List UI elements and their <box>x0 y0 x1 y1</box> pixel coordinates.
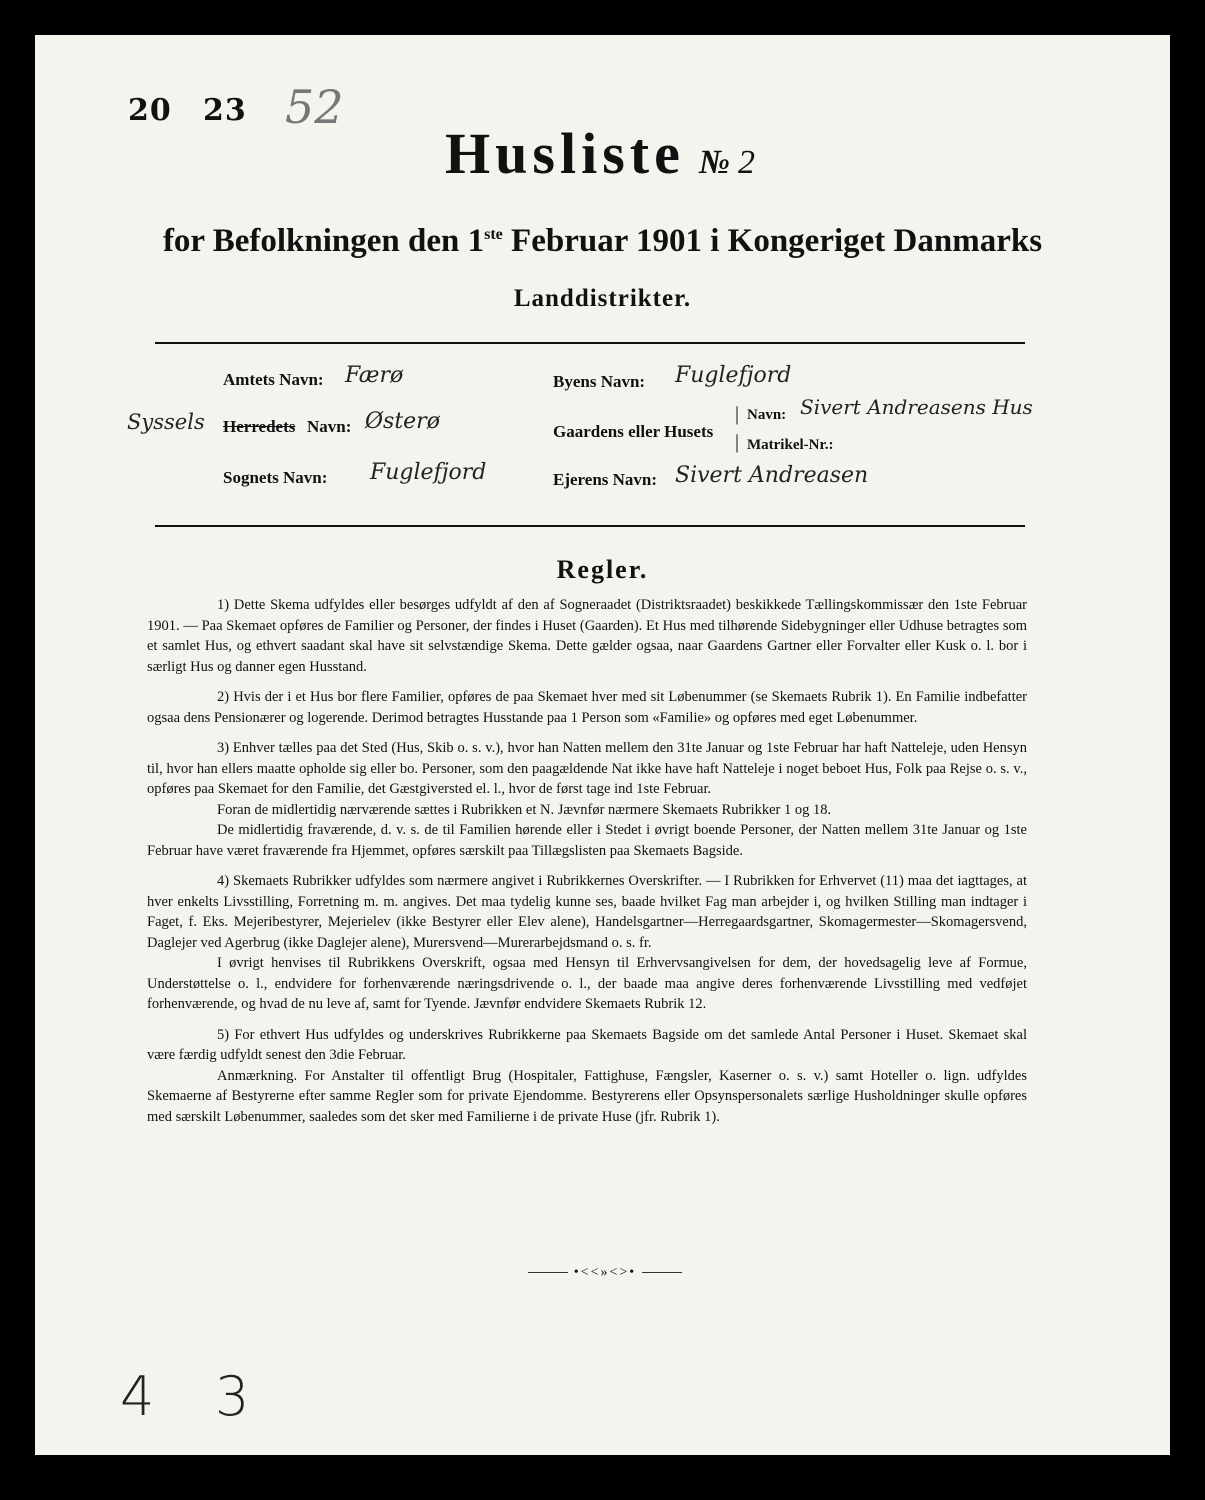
handwritten-page-number: 52 <box>285 80 344 134</box>
district-heading: Landdistrikter. <box>513 285 692 312</box>
gaard-label: Gaardens eller Husets <box>553 422 714 441</box>
ejer-label: Ejerens Navn: <box>553 470 658 489</box>
ejer-value: Sivert Andreasen <box>675 463 869 488</box>
rule-anmaerkning: Anmærkning. For Anstalter til offentligt Brug (Hospitaler, Fattighuse, Fængsler, Kaserner o. s. v.) samt Hoteller o. lign. udfyldes Skemaerne af Bestyrerne efter samme Regler som for private Ejendomme. Bestyrerens eller Opsynspersonalets særlige Husholdninger skulle opføres med særskilt Løbenummer, saaledes som det sker med Familierne i de private Huse (jfr. Rubrik 1). <box>147 1067 1027 1125</box>
rule-3-fravaerende: De midlertidig fraværende, d. v. s. de til Familien hørende eller i Stedet i øvrigt boende Personer, der Natten mellem 31te Januar og 1ste Februar have været fraværende fra Hjemmet, opføres særskilt paa Tillægslisten paa Skemaets Bagside. <box>147 822 1027 859</box>
rule-4: 4) Skemaets Rubrikker udfyldes som nærmere angivet i Rubrikkernes Overskrifter. — I Rubrikken for Erhvervet (11) maa det iagttages, at hver enkelts Livsstilling, Forretning m. m. angives. Det maa tydelig kunne ses, baade hvilket Fag man arbejder i, og hvilken Stilling man indtager i Faget, f. Eks. Mejeribestyrer, Mejerielev (ikke Bestyrer eller Elev alene), Handelsgartner—Herregaardsgartner, Skomagermester—Skomagersvend, Daglejer ved Agerbrug (ikke Daglejer alene), Murersvend—Murerarbejdsmand o. s. fr. <box>147 873 1027 951</box>
by-label: Byens Navn: <box>553 372 646 391</box>
subtitle-pre: for Befolkningen den 1 <box>162 223 485 259</box>
form-bottom-divider <box>155 525 1025 527</box>
rules-body <box>147 595 1027 1137</box>
title-text: Husliste <box>445 121 685 186</box>
subtitle-post: Februar 1901 i Kongeriget Danmarks <box>502 223 1043 259</box>
herred-label: Navn: <box>307 417 352 436</box>
herred-struck-label: Herredets <box>223 417 296 436</box>
matrikel-label: Matrikel-Nr.: <box>747 437 834 453</box>
ornament-divider <box>505 1265 705 1281</box>
census-form-page <box>35 35 1170 1455</box>
form-title <box>35 120 1170 187</box>
stamp-number-left: 20 <box>128 93 172 128</box>
rule-3: 3) Enhver tælles paa det Sted (Hus, Skib o. s. v.), hvor han Natten mellem den 31te Januar og 1ste Februar har haft Natteleje, uden Hensyn til, hvor han ellers maatte opholde sig eller bo. Personer, som den paagældende Nat ikke have haft Natteleje i noget beboet Hus, Folk paa Rejse o. s. v., opføres paa Skemaet for den Familie, det Gæstgiversted el. l., hvor de først tage ind 1ste Februar. <box>147 740 1027 797</box>
navn-value: Sivert Andreasens Hus <box>800 395 1033 419</box>
top-divider <box>155 342 1025 344</box>
amt-value: Færø <box>345 363 404 388</box>
rule-4-ovrigt: I øvrigt henvises til Rubrikkens Overskrift, ogsaa med Hensyn til Erhvervsangivelsen for dem, der hovedsagelig leve af Formue, Understøttelse o. l., endvidere for forhenværende næringsdrivende o. l., der baade maa angive deres forhenværende Livsstilling med vedføjet forhenværende, og hvad de nu leve af, samt for Tyende. Jævnfør endvidere Skemaets Rubrik 12. <box>147 955 1027 1012</box>
ornament-glyphs: •<<»<>• <box>573 1265 637 1280</box>
rule-3-foran: Foran de midlertidig nærværende sættes i Rubrikken et N. Jævnfør nærmere Skemaets Rubrikker 1 og 18. <box>217 801 832 818</box>
brace-bottom: | <box>735 431 740 453</box>
rules-heading: Regler. <box>556 555 649 584</box>
sogn-value: Fuglefjord <box>370 460 487 485</box>
herred-prefix-hand: Syssels <box>127 410 205 434</box>
stamp-number-right: 23 <box>203 93 247 128</box>
subtitle-sup: ste <box>484 226 503 243</box>
number-label: № <box>698 144 730 181</box>
handwritten-number-right: 3 <box>215 1365 250 1428</box>
handwritten-number-left: 4 <box>120 1365 155 1428</box>
rule-5: 5) For ethvert Hus udfyldes og underskrives Rubrikkerne paa Skemaets Bagside om det samlede Antal Personer i Huset. Skemaet skal være færdig udfyldt senest den 3die Februar. <box>147 1026 1027 1063</box>
form-subtitle <box>35 223 1170 260</box>
by-value: Fuglefjord <box>675 363 792 388</box>
amt-label: Amtets Navn: <box>223 370 324 389</box>
herred-value: Østerø <box>365 409 440 434</box>
list-number-value: 2 <box>737 144 760 181</box>
navn-label: Navn: <box>747 407 787 423</box>
rule-2: 2) Hvis der i et Hus bor flere Familier, opføres de paa Skemaet hver med sit Løbenummer (se Skemaets Rubrik 1). En Familie indbefatter ogsaa dens Pensionærer og logerende. Derimod betragtes Husstande paa 1 Person som «Familie» og opføres med eget Løbenummer. <box>147 689 1027 726</box>
sogn-label: Sognets Navn: <box>223 468 328 487</box>
brace-top: | <box>735 403 740 425</box>
rule-1: 1) Dette Skema udfyldes eller besørges udfyldt af den af Sogneraadet (Distriktsraadet) beskikkede Tællingskommissær den 1ste Februar 1901. — Paa Skemaet opføres de Familier og Personer, der findes i Huset (Gaarden). Et Hus med tilhørende Sidebygninger eller Udhuse betragtes som et samlet Hus, og ethvert saadant skal have sit selvstændige Skema. Dette gælder ogsaa, naar Gaardens Gartner eller Forvalter eller Kusk o. l. bor i særligt Hus og danner egen Husstand. <box>147 597 1027 675</box>
